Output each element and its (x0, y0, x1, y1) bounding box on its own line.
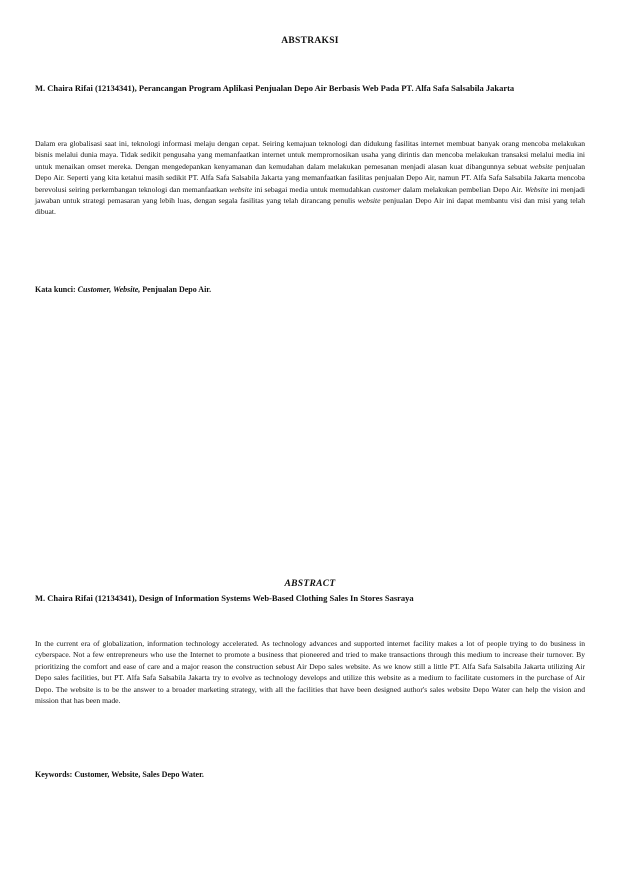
abstrak-italic-website-3: Website (524, 184, 549, 194)
abstrak-text-4: dalam melakukan pembelian Depo Air. (400, 184, 525, 194)
abstrak-text-5: ini menjadi jawaban untuk strategi pemasaran yang lebih luas, dengan segala fasilitas yang telah dirancang penulis (35, 184, 585, 206)
abstrak-keywords (35, 285, 585, 294)
abstrak-italic-website-2: website (229, 184, 253, 194)
abstrak-italic-website-1: website (529, 161, 553, 171)
abstrak-body (35, 138, 585, 218)
abstrak-keywords-values: Customer, Website, (77, 285, 141, 294)
abstrak-keywords-tail: Penjualan Depo Air. (140, 285, 212, 294)
abstrak-text-3: ini sebagai media untuk memudahkan (252, 184, 373, 194)
abstract-keywords-label: Keywords: (35, 770, 75, 779)
abstrak-keywords-label: Kata kunci: (35, 285, 78, 294)
abstrak-italic-customer: customer (372, 184, 401, 194)
abstrak-title: ABSTRAKSI (281, 36, 339, 46)
abstrak-byline: M. Chaira Rifai (12134341), Perancangan Program Aplikasi Penjualan Depo Air Berbasis Web Pada PT. Alfa Safa Salsabila Jakarta (35, 83, 515, 93)
abstract-title: ABSTRACT (284, 579, 336, 589)
abstract-keywords (35, 770, 585, 779)
abstract-byline: M. Chaira Rifai (12134341), Design of Information Systems Web-Based Clothing Sales In Stores Sasraya (35, 593, 414, 603)
abstrak-text-6: penjualan Depo Air ini dapat membantu visi dan misi yang telah dibuat. (35, 196, 585, 217)
abstrak-text-1: Dalam era globalisasi saat ini, teknologi informasi melaju dengan cepat. Seiring kemajuan teknologi dan didukung fasilitas internet membuat banyak orang mencoba melakukan bisnis melalui dunia maya. Tidak sedikit pengusaha yang memanfaatkan internet untuk memprornosikan usaha yang dirintis dan mencoba melakukan transaksi melalui media ini untuk menaikan omset mereka. Dengan mengedepankan kenyamanan dan kemudahan dalam melakukan pemesanan menjadi alasan kuat dibangunnya sebuat (35, 139, 585, 171)
abstract-body: In the current era of globalization, information technology accelerated. As technology advances and supported internet facility makes a lot of people trying to do business in cyberspace. Not a few entrepreneurs who use the Internet to promote a business that pioneered and tried to make transactions through this medium to increase their turnover. By prioritizing the comfort and ease of care and a major reason the construction sebust Air Depo sales website. As we know still a little PT. Alfa Safa Salsabila Jakarta utilizing Air Depo sales facilities, but PT. Alfa Safa Salsabila Jakarta try to evolve as technology develops and utilize this website as a medium to facilitate customers in the purchase of Air Depo. The website is to be the answer to a broader marketing strategy, with all the facilities that have been designed author's sales website Depo Water can help the vision and mission that has been made. (35, 639, 585, 706)
abstract-keywords-values: Customer, Website, Sales Depo Water. (74, 770, 204, 779)
abstrak-italic-website-4: website (357, 196, 381, 206)
abstrak-text-2: penjualan Depo Air. Seperti yang kita ketahui masih sedikit PT. Alfa Safa Salsabila Jakarta yang memanfaatkan fasilitas penjualan Depo Air, namun PT. Alfa Safa Salsabila Jakarta mencoba berevolusi seiring perkembangan teknologi dan memanfaatkan (35, 161, 585, 194)
